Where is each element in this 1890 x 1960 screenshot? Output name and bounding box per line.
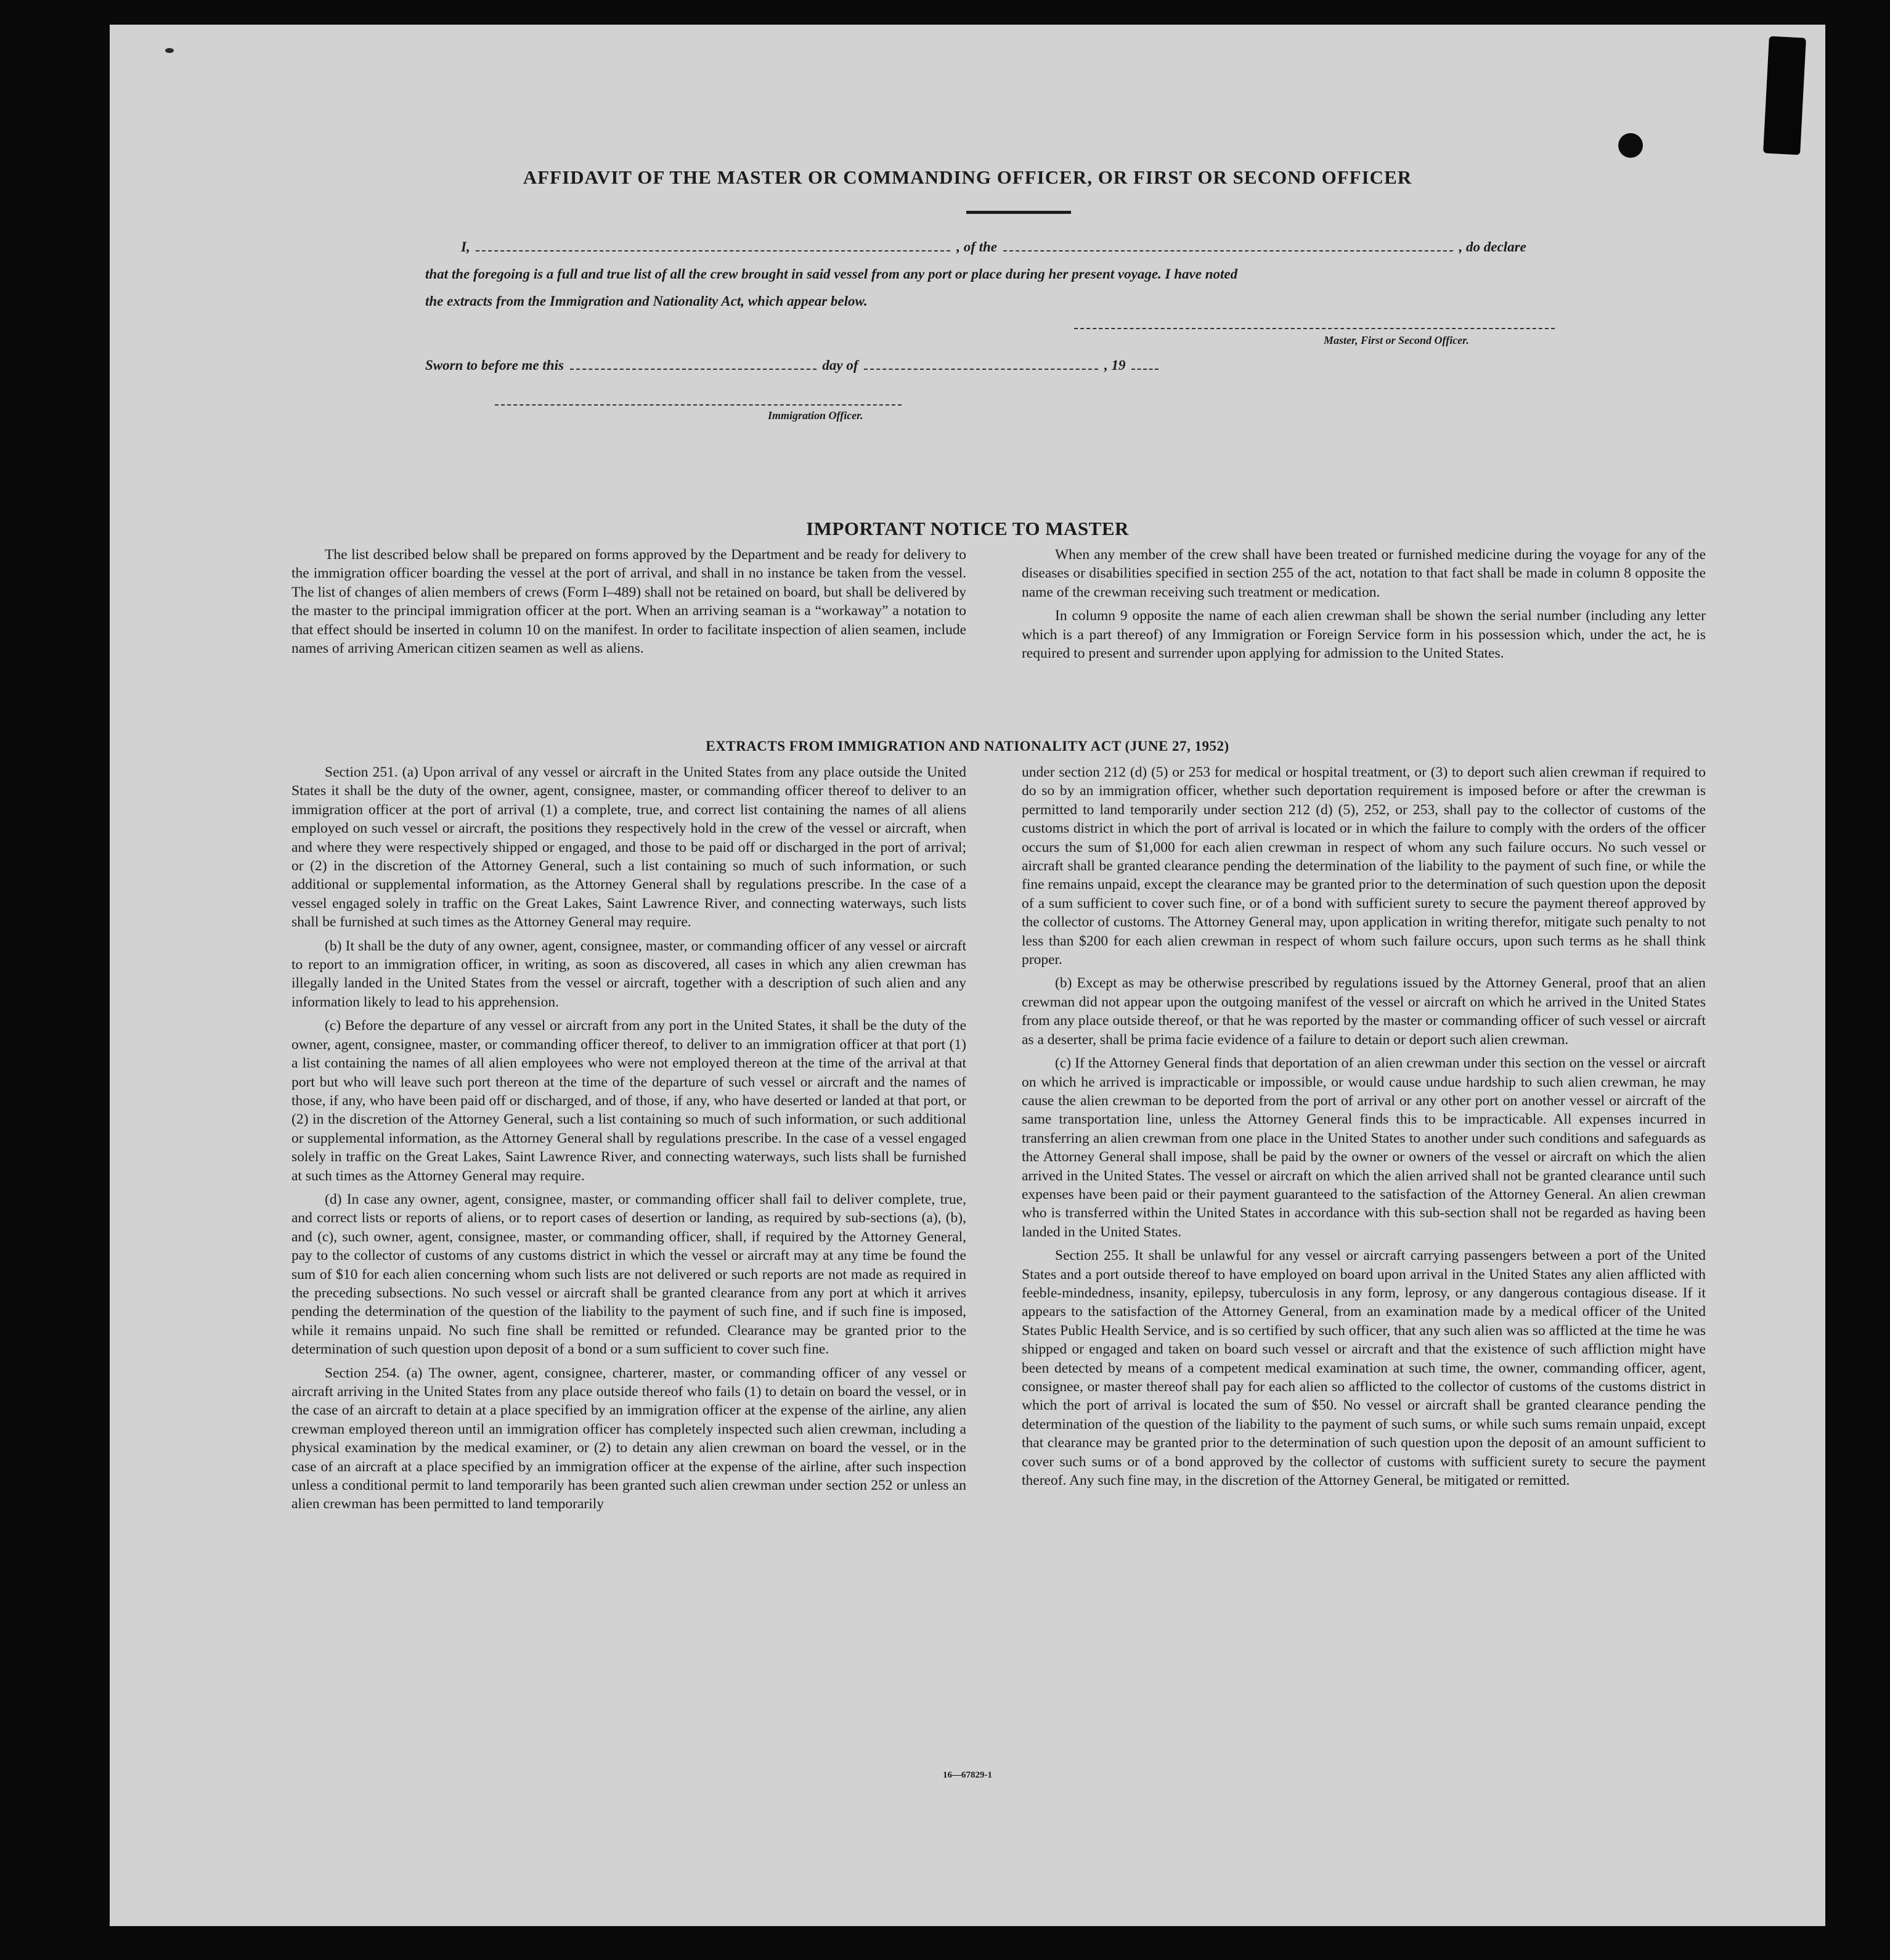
officer-signature-line bbox=[495, 404, 902, 406]
extract-paragraph: (b) It shall be the duty of any owner, agent, consignee, master, or commanding officer of any vessel or aircraft to report to an immigration officer, in writing, as soon as discovered, all cases in which any alien crewman has illegally landed in the United States from the vessel or aircraft, together with a description of such alien and any information likely to lead to his apprehension. bbox=[291, 937, 966, 1010]
extract-paragraph: (b) Except as may be otherwise prescribed by regulations issued by the Attorney General, proof that an alien crewman did not appear upon the outgoing manifest of the vessel or aircraft on which he arrived in the United States from any place outside thereof, or that he was reported by the master or commanding officer of such vessel or aircraft as a deserter, shall be prima facie evidence of a failure to detain or deport such alien crewman. bbox=[1022, 975, 1706, 1048]
extracts-left-column bbox=[291, 763, 966, 1519]
officer-caption: Immigration Officer. bbox=[768, 409, 863, 422]
notice-right-column bbox=[1022, 545, 1706, 668]
extracts-title: EXTRACTS FROM IMMIGRATION AND NATIONALITY ACT (JUNE 27, 1952) bbox=[706, 738, 1229, 754]
sworn-line bbox=[425, 357, 1161, 374]
form-number: 16—67829-1 bbox=[943, 1770, 992, 1780]
scan-speck bbox=[165, 48, 174, 53]
title-rule bbox=[966, 211, 1071, 214]
extract-paragraph: (c) If the Attorney General finds that deportation of an alien crewman under this section on the vessel or aircraft on which he arrived is impracticable or impossible, or would cause undue hardship to such alien crewman, he may cause the alien crewman to be deported from the port of arrival or any other port on another vessel or aircraft of the same transportation line, unless the Attorney General finds this to be impracticable. All expenses incurred in transferring an alien crewman from one place in the United States to another under such conditions and safeguards as the Attorney General shall impose, shall be paid by the owner or owners of the vessel or aircraft on which the alien arrived in the United States. The vessel or aircraft on which the alien arrived shall not be granted clearance until such expenses have been paid or their payment guaranteed to the satisfaction of the Attorney General. An alien crewman who is transferred within the United States in accordance with this sub-section shall not be regarded as having been landed in the United States. bbox=[1022, 1055, 1706, 1240]
notice-right-paragraph: In column 9 opposite the name of each alien crewman shall be shown the serial number (including any letter which is a part thereof) of any Immigration or Foreign Service form in his possession which, under the act, he is required to present and surrender upon applying for admission to the United States. bbox=[1022, 608, 1706, 662]
do-declare-label: , do declare bbox=[1459, 239, 1526, 255]
name-blank bbox=[476, 250, 950, 251]
extract-paragraph: Section 255. It shall be unlawful for any vessel or aircraft carrying passengers between a port of the United States and a port outside thereof to have employed on board upon arrival in the United States any alien afflicted with feeble-mindedness, insanity, epilepsy, tuberculosis in any form, leprosy, or any dangerous contagious disease. If it appears to the satisfaction of the Attorney General, from an examination made by a medical officer of the United States Public Health Service, and is so certified by such officer, that any such alien was so afflicted at the time he was shipped or engaged and taken on board such vessel or aircraft and that the existence of such affliction might have been detected by means of a competent medical examination at such time, the owner, commanding officer, agent, consignee, or master thereof shall pay for each alien so afflicted to the collector of customs of the customs district in which the port of arrival is located the sum of $50. No vessel or aircraft shall be granted clearance pending the determination of the question of the liability to the payment of such sums, or while such sums remain unpaid, except that clearance may be granted prior to the determination of such question upon the deposit of an amount sufficient to cover such sums or of a bond approved by the collector of customs with sufficient surety to secure the payment thereof. Any such fine may, in the discretion of the Attorney General, be mitigated or remitted. bbox=[1022, 1247, 1706, 1489]
of-the-label: , of the bbox=[956, 239, 998, 255]
binder-tab bbox=[1763, 36, 1806, 155]
vessel-blank bbox=[1003, 250, 1453, 251]
sworn-day-blank bbox=[570, 368, 817, 370]
year-blank bbox=[1131, 368, 1159, 370]
notice-left-paragraph: The list described below shall be prepared on forms approved by the Department and be ready for delivery to the immigration officer boarding the vessel at the port of arrival, and shall in no instance be taken from the vessel. The list of changes of alien members of crews (Form I–489) shall not be retained on board, but shall be delivered by the master to the principal immigration officer at the port. When an arriving seaman is a “workaway” a notation to that effect should be inserted in column 10 on the manifest. In order to facilitate inspection of alien seamen, include names of arriving American citizen seamen as well as aliens. bbox=[291, 547, 966, 657]
document-page bbox=[110, 25, 1825, 1926]
extract-paragraph: (d) In case any owner, agent, consignee, master, or commanding officer shall fail to deliver complete, true, and correct lists or reports of aliens, or to report cases of desertion or landing, as required by sub-sections (a), (b), and (c), such owner, agent, consignee, master, or commanding officer, shall, if required by the Attorney General, pay to the collector of customs of any customs district in which the vessel or aircraft may at any time be found the sum of $10 for each alien concerning whom such lists are not delivered or such reports are not made as required in the preceding subsections. No such vessel or aircraft shall be granted clearance from any port at which it arrives pending the determination of the question of the liability to the payment of such fine, and if such fine is imposed, while it remains unpaid. No such fine shall be remitted or refunded. Clearance may be granted prior to the determination of such question upon deposit of a bond or a sum sufficient to cover such fine. bbox=[291, 1191, 966, 1358]
year-label: , 19 bbox=[1104, 357, 1126, 373]
notice-left-column bbox=[291, 545, 966, 663]
extract-paragraph: Section 254. (a) The owner, agent, consignee, charterer, master, or commanding officer of any vessel or aircraft arriving in the United States from any place outside thereof who fails (1) to detain on board the vessel, or in the case of an aircraft to detain at a place specified by an immigration officer at the expense of the airline, any alien crewman employed thereon until an immigration officer has completely inspected such alien crewman, including a physical examination by the medical examiner, or (2) to detain any alien crewman on board the vessel, or in the case of an aircraft at a place specified by an immigration officer at the expense of the airline, after such inspection unless a conditional permit to land temporarily has been granted such alien crewman under section 252 or unless an alien crewman has been permitted to land temporarily bbox=[291, 1365, 966, 1513]
extract-paragraph: Section 251. (a) Upon arrival of any vessel or aircraft in the United States from any place outside the United States it shall be the duty of the owner, agent, consignee, master, or commanding officer thereof to deliver to an immigration officer at the port of arrival (1) a complete, true, and correct list containing the names of all aliens employed on such vessel or aircraft, the positions they respectively hold in the crew of the vessel or aircraft, when and where they were respectively shipped or engaged, and those to be paid off or discharged in the port of arrival; or (2) in the discretion of the Attorney General, such a list containing so much of such information, or such additional or supplemental information, as the Attorney General shall by regulations prescribe. In the case of a vessel engaged solely in traffic on the Great Lakes, Saint Lawrence River, and connecting waterways, such lists shall be furnished at such times as the Attorney General may require. bbox=[291, 764, 966, 931]
master-signature-line bbox=[1074, 328, 1555, 329]
i-label: I, bbox=[461, 239, 470, 255]
day-of-label: day of bbox=[822, 357, 858, 373]
master-caption: Master, First or Second Officer. bbox=[1324, 334, 1469, 346]
extract-paragraph: under section 212 (d) (5) or 253 for medical or hospital treatment, or (3) to deport such alien crewman if required to do so by an immigration officer, whether such deportation requirement is imposed before or after the crewman is permitted to land temporarily under section 212 (d) (5), 252, or 253, shall pay to the collector of customs of the customs district in which the port of arrival is located or in which the failure to comply with the orders of the officer occurs the sum of $1,000 for each alien crewman in respect of whom any such failure occurs. No such vessel or aircraft shall be granted clearance pending the determination of the liability to the payment of such fine, or while the fine remains unpaid, except the clearance may be granted prior to the determination of such question upon the deposit of a sum sufficient to cover such fine, or of a bond with sufficient surety to secure the payment thereof approved by the collector of customs. The Attorney General may, upon application in writing therefor, mitigate such penalty to not less than $200 for each alien crewman in respect of whom such failure occurs, upon such terms as he shall think proper. bbox=[1022, 764, 1706, 968]
sworn-month-blank bbox=[864, 368, 1098, 370]
extracts-right-column bbox=[1022, 763, 1706, 1495]
extract-paragraph: (c) Before the departure of any vessel or aircraft from any port in the United States, it shall be the duty of the owner, agent, consignee, master, or commanding officer thereof, to deliver to an immigration officer at that port (1) a list containing the names of all alien employees who were not employed thereon at the time of the arrival at that port but who will leave such port thereon at the time of the departure of such vessel or aircraft and the names of those, if any, who have been paid off or discharged, and of those, if any, who have deserted or landed at that port, or (2) in the discretion of the Attorney General, such a list containing so much of such information, or such additional or supplemental information, as the Attorney General shall by regulations prescribe. In the case of a vessel engaged solely in traffic on the Great Lakes, Saint Lawrence River, and connecting waterways, such lists shall be furnished at such times as the Attorney General may require. bbox=[291, 1018, 966, 1184]
notice-right-paragraph: When any member of the crew shall have been treated or furnished medicine during the voyage for any of the diseases or disabilities specified in section 255 of the act, notation to that fact shall be made in column 8 opposite the name of the crewman receiving such treatment or medication. bbox=[1022, 547, 1706, 600]
affidavit-line-1 bbox=[461, 239, 1526, 255]
affidavit-title: AFFIDAVIT OF THE MASTER OR COMMANDING OFFICER, OR FIRST OR SECOND OFFICER bbox=[523, 166, 1412, 188]
affidavit-line-3: the extracts from the Immigration and Nationality Act, which appear below. bbox=[425, 293, 868, 309]
sworn-label: Sworn to before me this bbox=[425, 357, 564, 373]
notice-title: IMPORTANT NOTICE TO MASTER bbox=[806, 518, 1129, 539]
affidavit-line-2: that the foregoing is a full and true list of all the crew brought in said vessel from any port or place during her present voyage. I have noted bbox=[425, 266, 1238, 282]
punch-hole bbox=[1618, 133, 1643, 158]
